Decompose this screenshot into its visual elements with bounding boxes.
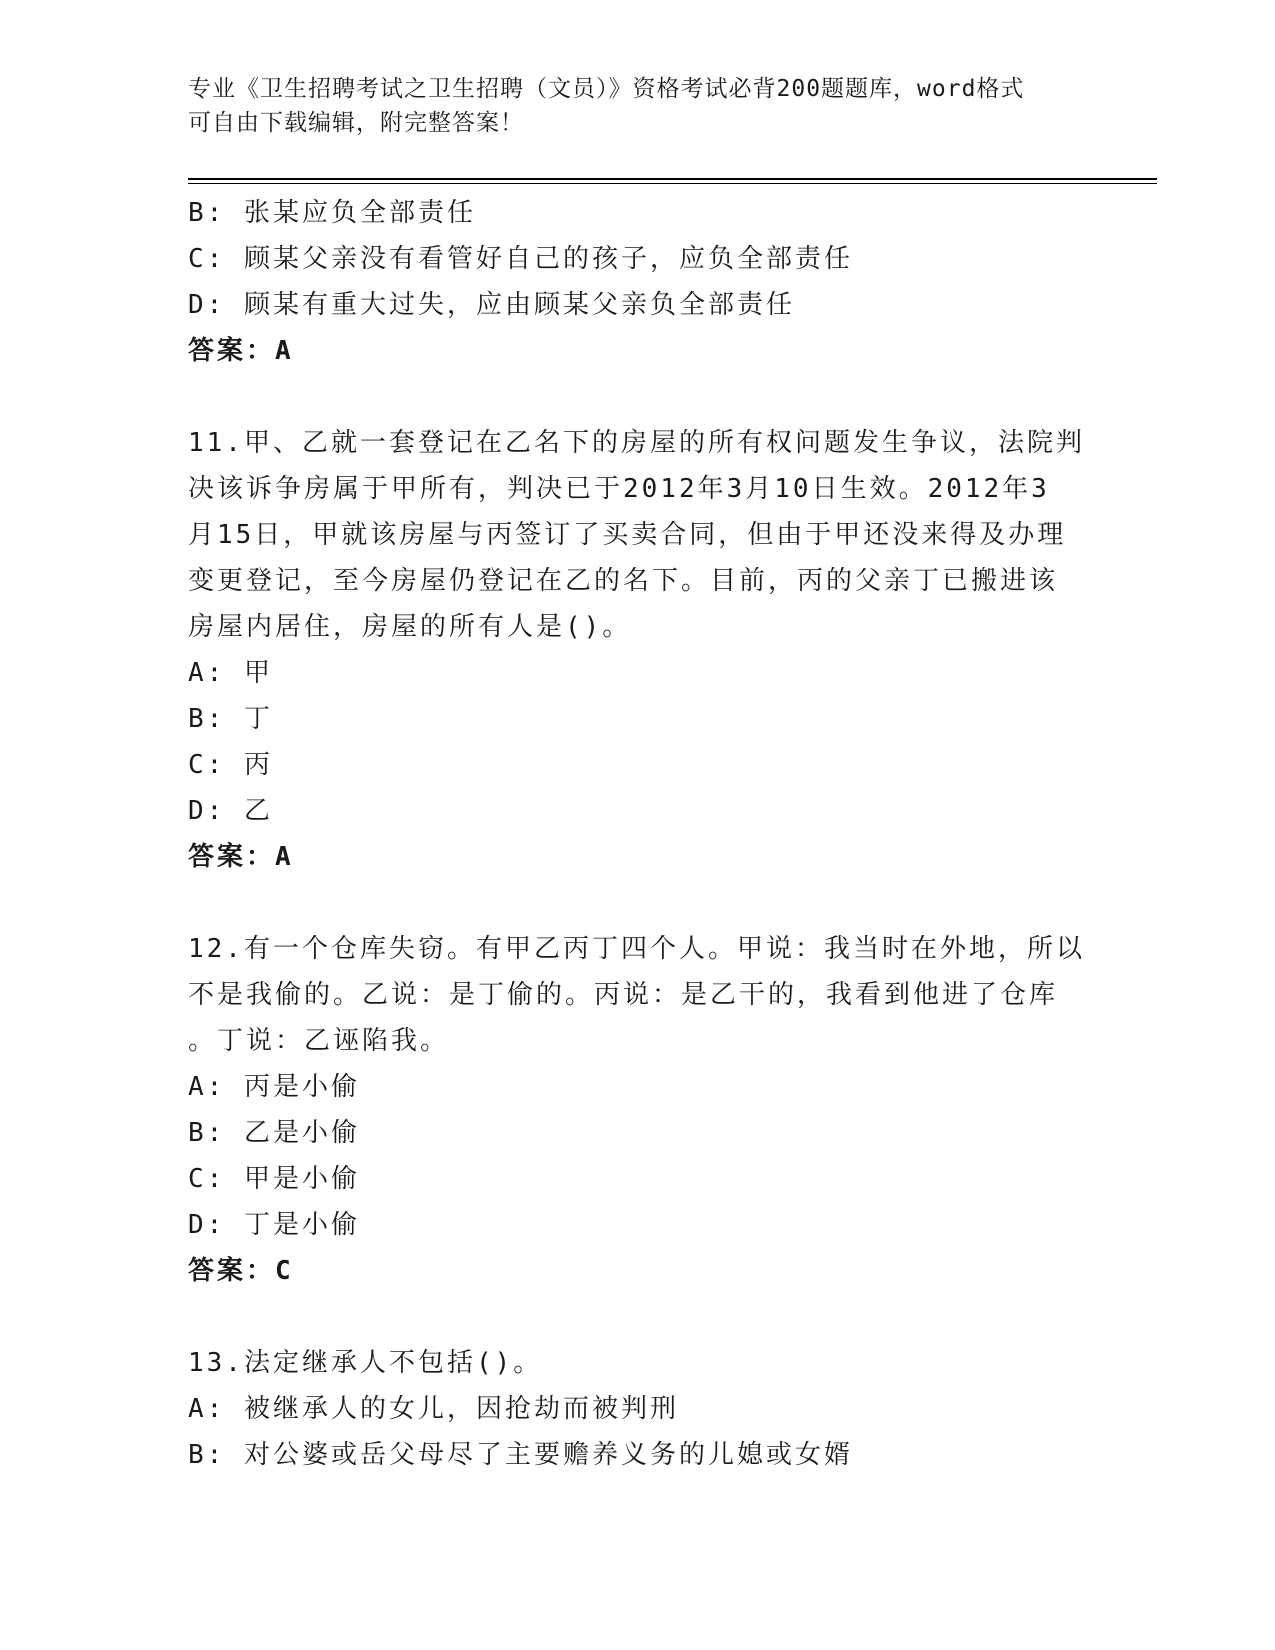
question-11-text-line: 月15日，甲就该房屋与丙签订了买卖合同，但由于甲还没来得及办理: [188, 520, 1067, 550]
option-c: C: 顾某父亲没有看管好自己的孩子，应负全部责任: [188, 244, 853, 274]
question-10-answer: 答案：A: [188, 336, 294, 366]
question-13: [188, 1340, 1068, 1478]
spacer: [188, 1294, 1068, 1340]
question-11-answer: 答案：A: [188, 842, 294, 872]
spacer: [188, 374, 1068, 420]
question-12-text-line: 不是我偷的。乙说：是丁偷的。丙说：是乙干的，我看到他进了仓库: [188, 980, 1059, 1010]
option-a: A: 丙是小偷: [188, 1072, 360, 1102]
header-line-1: 专业《卫生招聘考试之卫生招聘（文员）》资格考试必背200题题库，word格式: [188, 76, 1025, 102]
option-b: B: 对公婆或岳父母尽了主要赡养义务的儿媳或女婿: [188, 1440, 853, 1470]
document-header: [188, 72, 1088, 140]
header-divider-thick: [188, 178, 1157, 180]
spacer: [188, 880, 1068, 926]
question-11: [188, 420, 1085, 880]
option-b: B: 张某应负全部责任: [188, 198, 476, 228]
option-d: D: 乙: [188, 796, 273, 826]
question-10-options: [188, 190, 1068, 328]
option-a: A: 被继承人的女儿，因抢劫而被判刑: [188, 1394, 679, 1424]
option-c: C: 甲是小偷: [188, 1164, 360, 1194]
question-12-answer: 答案：C: [188, 1256, 294, 1286]
question-12-text-line: 。丁说：乙诬陷我。: [188, 1026, 450, 1056]
question-12: [188, 926, 1085, 1294]
question-12-text-line: 12.有一个仓库失窃。有甲乙丙丁四个人。甲说：我当时在外地，所以: [188, 934, 1085, 964]
question-11-text-line: 变更登记，至今房屋仍登记在乙的名下。目前，丙的父亲丁已搬进该: [188, 566, 1059, 596]
option-d: D: 顾某有重大过失，应由顾某父亲负全部责任: [188, 290, 795, 320]
question-11-text-line: 11.甲、乙就一套登记在乙名下的房屋的所有权问题发生争议，法院判: [188, 428, 1085, 458]
question-13-text-line: 13.法定继承人不包括()。: [188, 1348, 543, 1378]
question-11-text-line: 决该诉争房属于甲所有，判决已于2012年3月10日生效。2012年3: [188, 474, 1050, 504]
option-d: D: 丁是小偷: [188, 1210, 360, 1240]
question-11-text-line: 房屋内居住，房屋的所有人是()。: [188, 612, 632, 642]
option-b: B: 丁: [188, 704, 273, 734]
document-body: [188, 190, 1085, 1478]
option-b: B: 乙是小偷: [188, 1118, 360, 1148]
header-line-2: 可自由下载编辑，附完整答案！: [188, 110, 524, 136]
option-a: A: 甲: [188, 658, 273, 688]
option-c: C: 丙: [188, 750, 273, 780]
header-divider-thin: [188, 183, 1157, 184]
